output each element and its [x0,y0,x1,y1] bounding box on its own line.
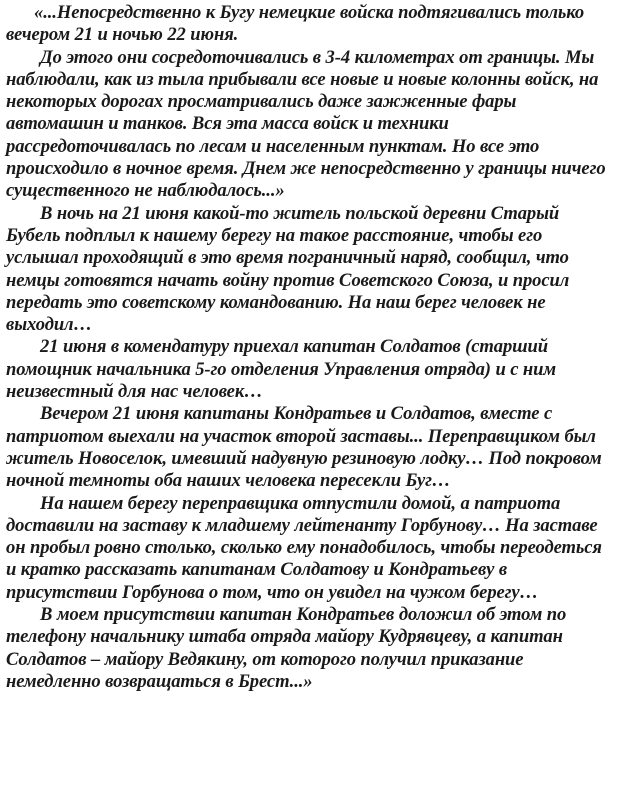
paragraph-4: 21 июня в комендатуру приехал капитан Солдатов (старший помощник начальника 5-го отделения Управления отряда) и с ним неизвестный для нас человек… [6,336,557,403]
paragraph-1: «...Непосредственно к Бугу немецкие войска подтягивались только вечером 21 и ночью 22 июня. [6,2,585,46]
paragraph-5: Вечером 21 июня капитаны Кондратьев и Солдатов, вместе с патриотом выехали на участок второй заставы... Переправщиком был житель Новоселок, имевший надувную резиновую лодку… Под покровом ночной темноты оба наших человека пересекли Буг… [6,403,602,492]
paragraph-2: До этого они сосредоточивались в 3-4 километрах от границы. Мы наблюдали, как из тыла прибывали все новые и новые колонны войск, на некоторых дорогах просматривались даже зажженные фары автомашин и танков. Вся эта масса войск и техники рассредоточивалась по лесам и населенным пунктам. Но все это происходило в ночное время. Днем же непосредственно у границы ничего существенного не наблюдалось...» [6,46,606,202]
paragraph-7: В моем присутствии капитан Кондратьев доложил об этом по телефону начальнику штаба отряда майору Кудрявцеву, а капитан Солдатов – майору Ведякину, от которого получил приказание немедленно возвращаться в Брест...» [6,604,567,692]
paragraph-3: В ночь на 21 июня какой-то житель польской деревни Старый Бубель подплыл к нашему берегу на такое расстояние, чтобы его услышал проходящий в это время пограничный наряд, сообщил, что немцы готовятся начать войну против Советского Союза, и просил передать это советскому командованию. На наш берег человек не выходил… [6,202,570,336]
paragraph-6: На нашем берегу переправщика отпустили домой, а патриота доставили на заставу к младшему лейтенанту Горбунову… На заставе он пробыл ровно столько, сколько ему понадобилось, чтобы переодеться и кратко рассказать капитанам Солдатову и Кондратьеву в присутствии Горбунова о том, что он увидел на чужом берегу… [6,492,602,603]
